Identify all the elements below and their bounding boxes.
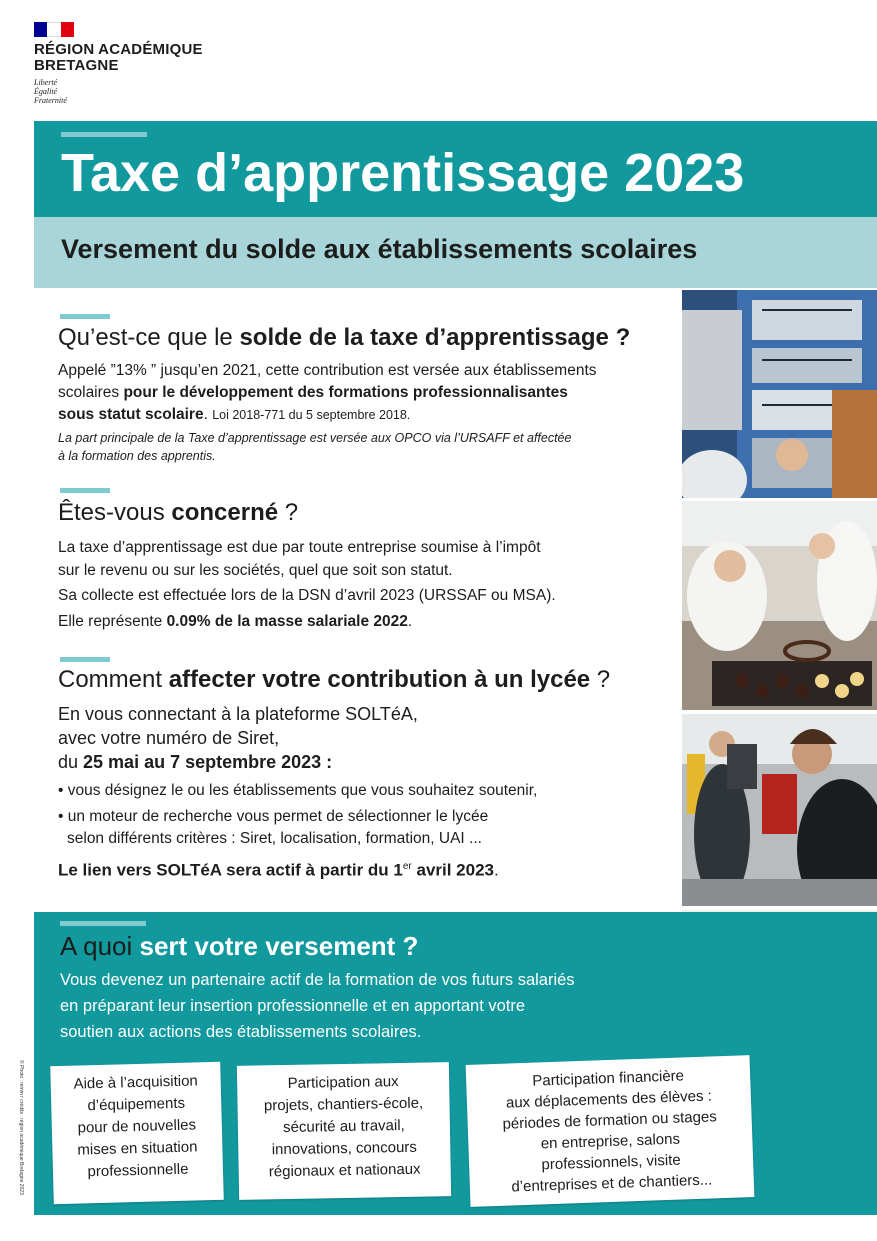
section3-intro1: En vous connectant à la plateforme SOLTéA, — [58, 704, 418, 724]
section-accent-bar — [60, 657, 110, 662]
logo-title-line2: BRETAGNE — [34, 57, 119, 74]
bottom-text: Vous devenez un partenaire actif de la formation de vos futurs salariés en préparant leur insertion professionnelle et en apportant votre soutien aux actions des établissements scolaires. — [60, 971, 575, 1041]
section1-line2: scolaires pour le développement des formations professionnalisantes — [58, 384, 568, 401]
section1-line1: Appelé ”13% ” jusqu’en 2021, cette contribution est versée aux établissements — [58, 362, 597, 379]
section2-line2: sur le revenu ou sur les sociétés, quel que soit son statut. — [58, 562, 453, 579]
card-travel: Participation financière aux déplacements des élèves : périodes de formation ou stages en entreprise, salons professionnels, visite d’entreprises et de chantiers... — [466, 1055, 755, 1207]
title-band — [34, 121, 877, 217]
photo-credit: © Photo : mmm r crédits : région académique Bretagne 2023 — [18, 1060, 24, 1195]
section2-heading: Êtes-vous concerné ? — [58, 499, 299, 526]
logo-title-line1: RÉGION ACADÉMIQUE — [34, 41, 203, 58]
photo-workshop-students — [682, 714, 877, 906]
photo-pastry-students — [682, 501, 877, 710]
section1-line3: sous statut scolaire. Loi 2018-771 du 5 septembre 2018. — [58, 406, 411, 423]
bottom-heading: A quoi sert votre versement ? — [60, 931, 419, 961]
page-subtitle: Versement du solde aux établissements scolaires — [61, 234, 698, 264]
section3-bullet1: • vous désignez le ou les établissements que vous souhaitez soutenir, — [58, 782, 538, 799]
section2-line4: Elle représente 0.09% de la masse salariale 2022. — [58, 613, 413, 630]
section3-bullet2b: selon différents critères : Siret, localisation, formation, UAI ... — [67, 830, 482, 847]
card-projects: Participation aux projets, chantiers-école, sécurité au travail, innovations, concours régionaux et nationaux — [237, 1062, 451, 1200]
card-equipment: Aide à l’acquisition d’équipements pour de nouvelles mises en situation professionnelle — [50, 1062, 224, 1204]
region-academique-logo — [34, 22, 214, 105]
subtitle-band — [34, 217, 877, 288]
section2-line3: Sa collecte est effectuée lors de la DSN d’avril 2023 (URSSAF ou MSA). — [58, 587, 556, 604]
section1-note2: à la formation des apprentis. — [58, 449, 216, 463]
section3-heading: Comment affecter votre contribution à un lycée ? — [58, 666, 611, 693]
section1-note1: La part principale de la Taxe d’apprentissage est versée aux OPCO via l’URSAFF et affectée — [58, 431, 572, 445]
section1-heading: Qu’est-ce que le solde de la taxe d’apprentissage ? — [58, 324, 631, 351]
french-flag-icon — [34, 22, 74, 37]
page-title: Taxe d’apprentissage 2023 — [61, 143, 745, 203]
section3-intro3: du 25 mai au 7 septembre 2023 : — [58, 752, 333, 772]
section3-bullet2a: • un moteur de recherche vous permet de sélectionner le lycée — [58, 808, 489, 825]
soltea-link-notice: Le lien vers SOLTéA sera actif à partir du 1er avril 2023. — [58, 860, 499, 880]
section3-intro2: avec votre numéro de Siret, — [58, 728, 280, 748]
photo-electronics-lab — [682, 290, 877, 498]
accent-bar — [61, 132, 147, 137]
section2-line1: La taxe d’apprentissage est due par toute entreprise soumise à l’impôt — [58, 539, 541, 556]
section-accent-bar — [60, 488, 110, 493]
logo-motto: Liberté Égalité Fraternité — [34, 78, 67, 105]
section-accent-bar — [60, 314, 110, 319]
accent-bar — [60, 921, 146, 926]
